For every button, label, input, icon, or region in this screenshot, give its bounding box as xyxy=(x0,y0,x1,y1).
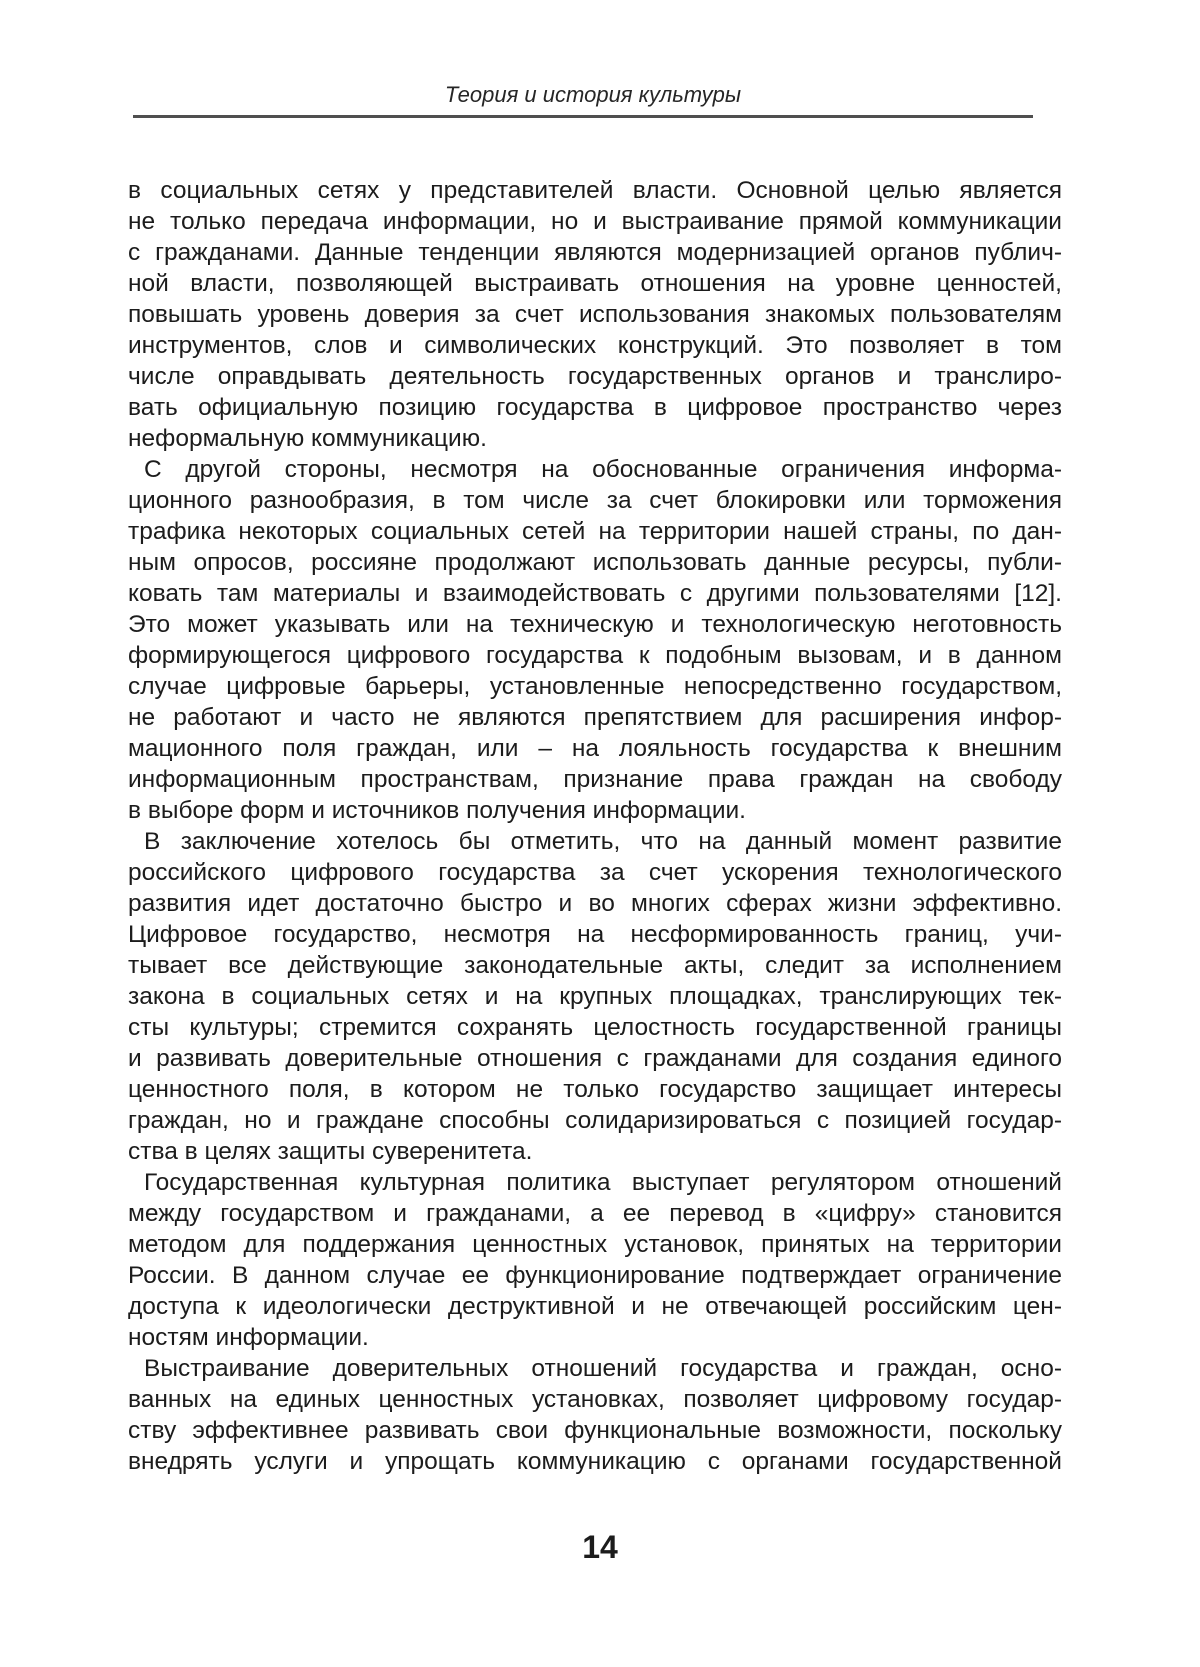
paragraph xyxy=(128,1167,1062,1353)
text-line: С другой стороны, несмотря на обоснованные ограничения информа- xyxy=(144,456,1062,483)
text-line: между государством и гражданами, а ее перевод в «цифру» становится xyxy=(128,1200,1062,1227)
running-head: Теория и история культуры xyxy=(444,82,742,107)
text-line: Цифровое государство, несмотря на несформированность границ, учи- xyxy=(128,921,1062,948)
paragraph xyxy=(128,454,1062,826)
paragraph xyxy=(128,175,1062,454)
text-line: Государственная культурная политика выступает регулятором отношений xyxy=(144,1169,1062,1196)
text-line: вать официальную позицию государства в цифровое пространство через xyxy=(128,394,1062,421)
text-line: Это может указывать или на техническую и технологическую неготовность xyxy=(128,611,1062,638)
text-line: закона в социальных сетях и на крупных площадках, транслирующих тек- xyxy=(128,983,1062,1010)
text-line: Выстраивание доверительных отношений государства и граждан, осно- xyxy=(144,1355,1062,1382)
text-line: развития идет достаточно быстро и во многих сферах жизни эффективно. xyxy=(128,890,1062,917)
text-line: ванных на единых ценностных установках, позволяет цифровому государ- xyxy=(128,1386,1062,1413)
text-line: доступа к идеологически деструктивной и не отвечающей российским цен- xyxy=(128,1293,1062,1320)
text-line: ной власти, позволяющей выстраивать отношения на уровне ценностей, xyxy=(128,270,1062,297)
text-line: ционного разнообразия, в том числе за счет блокировки или торможения xyxy=(128,487,1062,514)
text-line: повышать уровень доверия за счет использования знакомых пользователям xyxy=(128,301,1062,328)
text-line: российского цифрового государства за счет ускорения технологического xyxy=(128,859,1062,886)
paragraph xyxy=(128,826,1062,1167)
text-line: трафика некоторых социальных сетей на территории нашей страны, по дан- xyxy=(128,518,1062,545)
text-line: в выборе форм и источников получения информации. xyxy=(128,797,746,824)
text-line: тывает все действующие законодательные акты, следит за исполнением xyxy=(128,952,1062,979)
text-line: ным опросов, россияне продолжают использовать данные ресурсы, публи- xyxy=(128,549,1062,576)
text-line: с гражданами. Данные тенденции являются модернизацией органов публич- xyxy=(128,239,1062,266)
text-line: и развивать доверительные отношения с гражданами для создания единого xyxy=(128,1045,1062,1072)
text-line: России. В данном случае ее функционирование подтверждает ограничение xyxy=(128,1262,1062,1289)
text-line: формирующегося цифрового государства к подобным вызовам, и в данном xyxy=(128,642,1062,669)
page-number: 14 xyxy=(582,1529,618,1565)
text-line: инструментов, слов и символических конструкций. Это позволяет в том xyxy=(128,332,1062,359)
text-line: ковать там материалы и взаимодействовать с другими пользователями [12]. xyxy=(128,580,1062,607)
header-rule xyxy=(133,115,1033,118)
text-line: сты культуры; стремится сохранять целостность государственной границы xyxy=(128,1014,1062,1041)
text-line: не только передача информации, но и выстраивание прямой коммуникации xyxy=(128,208,1062,235)
text-line: внедрять услуги и упрощать коммуникацию с органами государственной xyxy=(128,1448,1062,1475)
text-line: неформальную коммуникацию. xyxy=(128,425,487,452)
text-line: мационного поля граждан, или – на лояльность государства к внешним xyxy=(128,735,1062,762)
text-line: граждан, но и граждане способны солидаризироваться с позицией государ- xyxy=(128,1107,1062,1134)
article-body xyxy=(128,175,1062,1477)
text-line: ценностного поля, в котором не только государство защищает интересы xyxy=(128,1076,1062,1103)
paragraph xyxy=(128,1353,1062,1477)
text-line: информационным пространствам, признание права граждан на свободу xyxy=(128,766,1062,793)
text-line: В заключение хотелось бы отметить, что на данный момент развитие xyxy=(144,828,1062,855)
text-line: числе оправдывать деятельность государственных органов и транслиро- xyxy=(128,363,1062,390)
text-line: ства в целях защиты суверенитета. xyxy=(128,1138,533,1165)
text-line: не работают и часто не являются препятствием для расширения инфор- xyxy=(128,704,1062,731)
text-line: случае цифровые барьеры, установленные непосредственно государством, xyxy=(128,673,1062,700)
text-line: в социальных сетях у представителей власти. Основной целью является xyxy=(128,177,1062,204)
text-line: ностям информации. xyxy=(128,1324,369,1351)
text-line: методом для поддержания ценностных установок, принятых на территории xyxy=(128,1231,1062,1258)
text-line: ству эффективнее развивать свои функциональные возможности, поскольку xyxy=(128,1417,1062,1444)
